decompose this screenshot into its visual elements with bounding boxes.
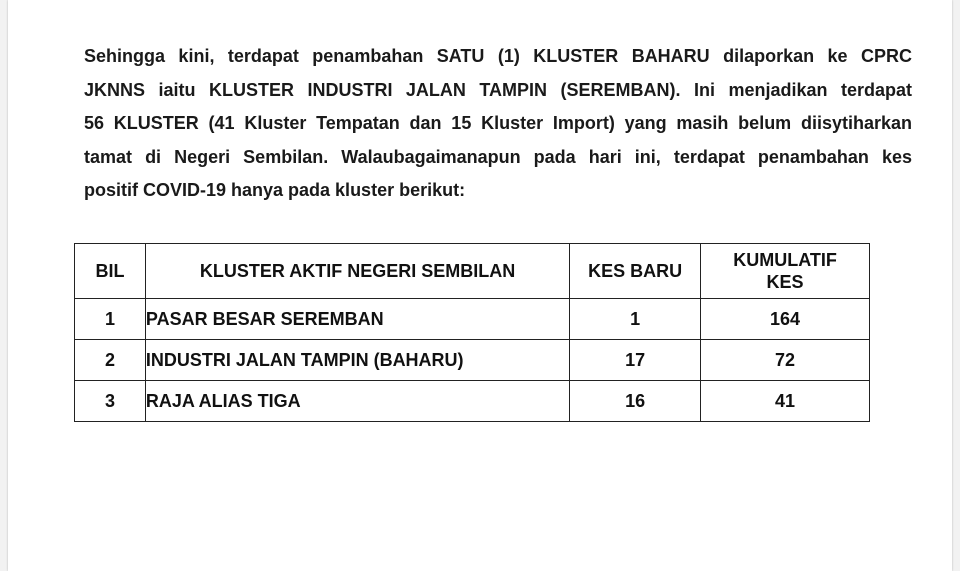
header-cumulative-line1: KUMULATIF bbox=[733, 250, 837, 270]
cell-bil: 3 bbox=[75, 381, 146, 422]
header-cumulative bbox=[701, 244, 870, 299]
cell-new-cases: 17 bbox=[570, 340, 701, 381]
cell-new-cases: 1 bbox=[570, 299, 701, 340]
table-header-row bbox=[75, 244, 870, 299]
table-row bbox=[75, 340, 870, 381]
paragraph-line: Sehingga kini, terdapat penambahan SATU (1) KLUSTER BAHARU dilaporkan ke CPRC bbox=[84, 46, 912, 66]
paragraph-line: tamat di Negeri Sembilan. Walaubagaimanapun pada hari ini, terdapat penambahan kes bbox=[84, 146, 912, 167]
cell-cumulative: 164 bbox=[701, 299, 870, 340]
header-new-cases: KES BARU bbox=[570, 244, 701, 299]
cell-cluster: RAJA ALIAS TIGA bbox=[145, 381, 569, 422]
paragraph-line: 56 KLUSTER (41 Kluster Tempatan dan 15 Kluster Import) yang masih belum diisytiharkan bbox=[84, 113, 912, 133]
announcement-paragraph bbox=[84, 40, 912, 208]
paragraph-line: positif COVID-19 hanya pada kluster berikut: bbox=[84, 180, 466, 200]
cell-cumulative: 72 bbox=[701, 340, 870, 381]
cell-bil: 1 bbox=[75, 299, 146, 340]
table-row bbox=[75, 299, 870, 340]
table-row bbox=[75, 381, 870, 422]
header-cluster: KLUSTER AKTIF NEGERI SEMBILAN bbox=[145, 244, 569, 299]
header-cumulative-line2: KES bbox=[766, 272, 804, 292]
document-page bbox=[8, 0, 952, 571]
cell-cluster: PASAR BESAR SEREMBAN bbox=[145, 299, 569, 340]
table-header bbox=[75, 244, 870, 299]
cluster-table bbox=[74, 243, 870, 422]
paragraph-line: JKNNS iaitu KLUSTER INDUSTRI JALAN TAMPIN (SEREMBAN). Ini menjadikan terdapat bbox=[84, 79, 912, 100]
cell-new-cases: 16 bbox=[570, 381, 701, 422]
cell-bil: 2 bbox=[75, 340, 146, 381]
table-body bbox=[75, 299, 870, 422]
header-bil: BIL bbox=[75, 244, 146, 299]
cell-cluster: INDUSTRI JALAN TAMPIN (BAHARU) bbox=[145, 340, 569, 381]
cell-cumulative: 41 bbox=[701, 381, 870, 422]
